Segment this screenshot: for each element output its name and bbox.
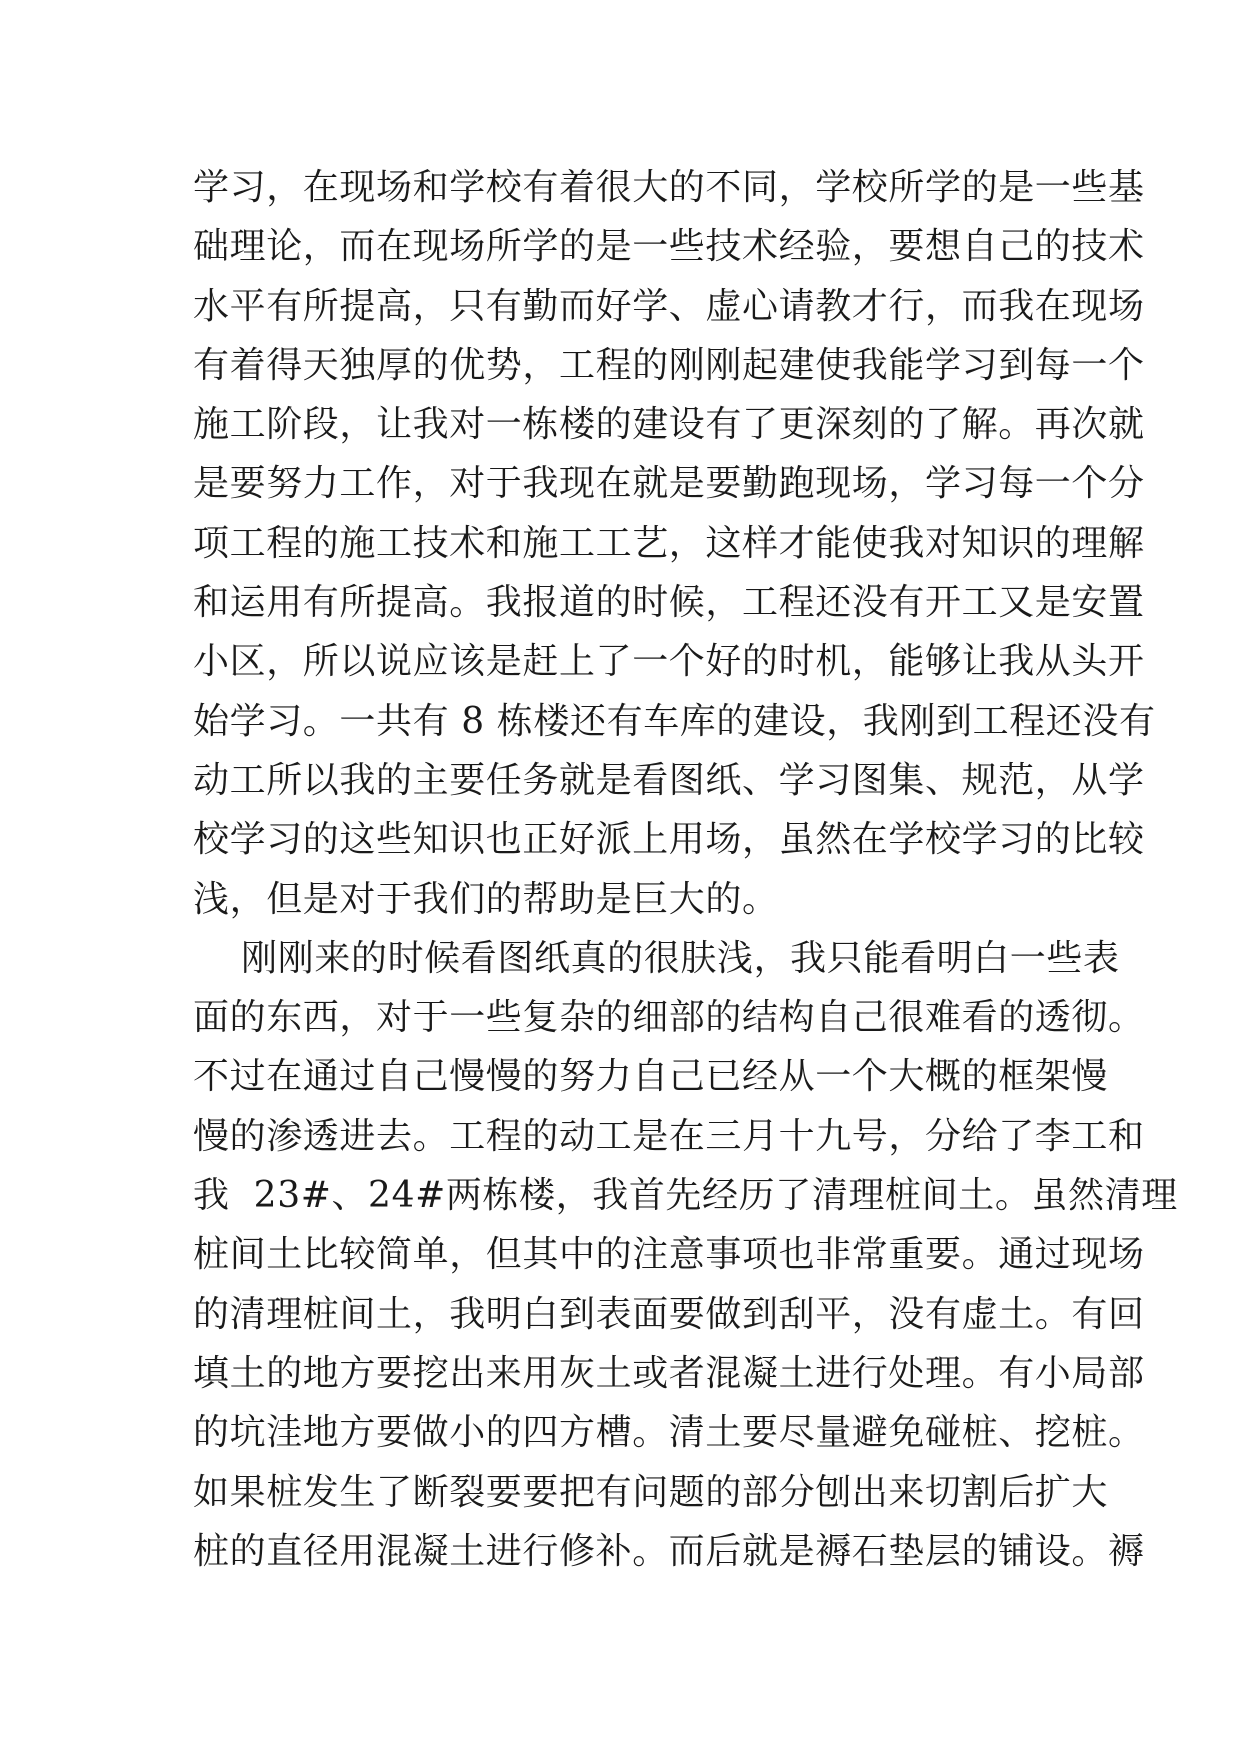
text-line: 施工阶段，让我对一栋楼的建设有了更深刻的了解。再次就 [193,404,1145,446]
text-line: 校学习的这些知识也正好派上用场，虽然在学校学习的比较 [193,819,1145,861]
text-line: 有着得天独厚的优势，工程的刚刚起建使我能学习到每一个 [193,344,1145,386]
text-line: 和运用有所提高。我报道的时候，工程还没有开工又是安置 [193,582,1145,624]
text-line: 的坑洼地方要做小的四方槽。清土要尽量避免碰桩、挖桩。 [193,1412,1145,1454]
text-line: 水平有所提高，只有勤而好学、虚心请教才行，而我在现场 [193,285,1145,327]
text-line: 刚刚来的时候看图纸真的很肤浅，我只能看明白一些表 [193,937,1120,979]
text-line: 始学习。一共有 8 栋楼还有车库的建设，我刚到工程还没有 [193,700,1156,742]
text-line: 浅，但是对于我们的帮助是巨大的。 [193,878,779,920]
text-line: 面的东西，对于一些复杂的细部的结构自己很难看的透彻。 [193,997,1145,1039]
text-line: 我 23#、24#两栋楼，我首先经历了清理桩间土。虽然清理 [193,1175,1178,1217]
text-line: 的清理桩间土，我明白到表面要做到刮平，没有虚土。有回 [193,1293,1145,1335]
text-line: 填土的地方要挖出来用灰土或者混凝土进行处理。有小局部 [193,1352,1145,1394]
text-line: 不过在通过自己慢慢的努力自己已经从一个大概的框架慢 [193,1056,1109,1098]
text-line: 是要努力工作，对于我现在就是要勤跑现场，学习每一个分 [193,463,1145,505]
body-text [193,158,1178,1581]
text-line: 学习，在现场和学校有着很大的不同，学校所学的是一些基 [193,167,1145,208]
text-line: 动工所以我的主要任务就是看图纸、学习图集、规范，从学 [193,759,1145,801]
text-line: 小区，所以说应该是赶上了一个好的时机，能够让我从头开 [193,641,1145,683]
text-line: 桩间土比较简单，但其中的注意事项也非常重要。通过现场 [193,1234,1145,1276]
text-line: 桩的直径用混凝土进行修补。而后就是褥石垫层的铺设。褥 [193,1530,1145,1572]
text-line: 项工程的施工技术和施工工艺，这样才能使我对知识的理解 [193,522,1145,564]
text-line: 如果桩发生了断裂要要把有问题的部分刨出来切割后扩大 [193,1471,1109,1513]
text-line: 础理论，而在现场所学的是一些技术经验，要想自己的技术 [193,226,1145,268]
text-line: 慢的渗透进去。工程的动工是在三月十九号，分给了李工和 [193,1115,1145,1157]
